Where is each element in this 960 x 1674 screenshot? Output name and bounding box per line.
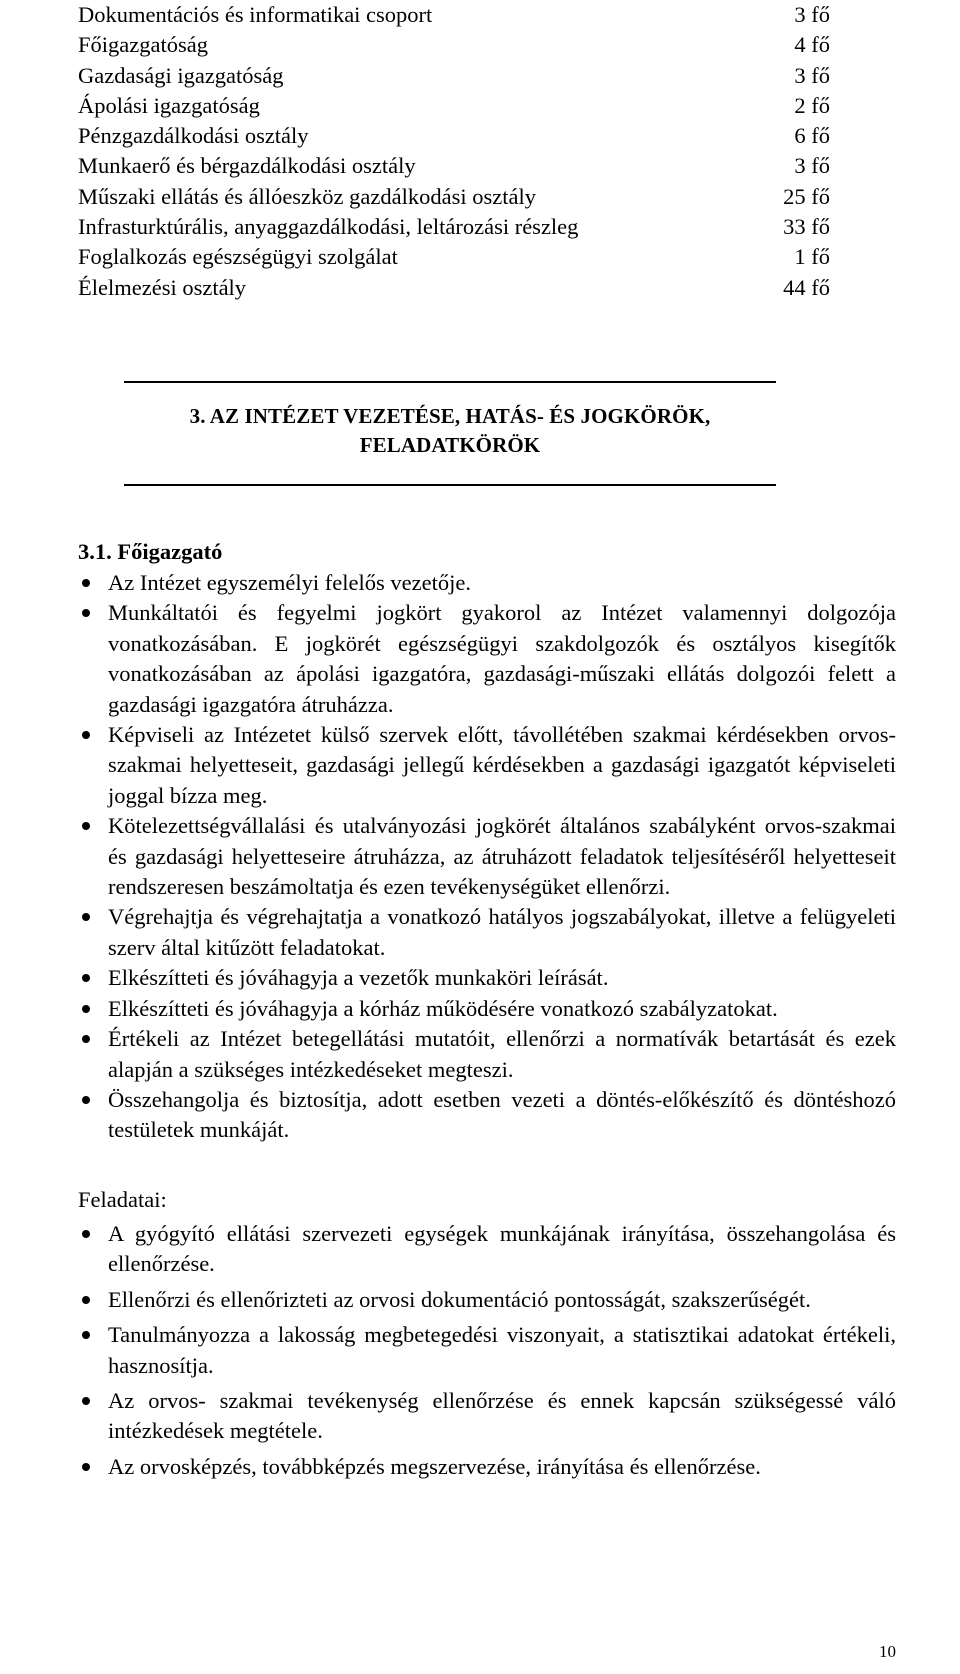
list-item: Az orvos- szakmai tevékenység ellenőrzése és ennek kapcsán szükségessé váló intézkedések megtétele. [78,1386,896,1447]
list-item: Elkészítteti és jóváhagyja a vezetők munkaköri leírását. [78,963,896,993]
staff-unit: Főigazgatóság [78,32,208,58]
list-item: Értékeli az Intézet betegellátási mutatóit, ellenőrzi a normatívák betartását és ezek alapján a szükséges intézkedéseket megteszi. [78,1024,896,1085]
staff-row [78,91,830,121]
staff-row [78,30,830,60]
tasks-label: Feladatai: [78,1187,167,1212]
heading-rule-bottom [124,484,776,486]
tasks-list [78,1219,896,1487]
staff-count: 4 fő [794,32,830,58]
chapter-title-line: 3. AZ INTÉZET VEZETÉSE, HATÁS- ÉS JOGKÖRÖK, [189,404,711,428]
staff-count: 2 fő [794,92,830,118]
staff-unit: Munkaerő és bérgazdálkodási osztály [78,153,416,179]
list-item: Elkészítteti és jóváhagyja a kórház működésére vonatkozó szabályzatokat. [78,994,896,1024]
duties-list [78,568,896,1146]
staff-unit: Ápolási igazgatóság [78,92,260,118]
chapter-title [124,402,776,460]
staff-unit: Pénzgazdálkodási osztály [78,123,309,149]
staff-row [78,0,830,30]
list-item: Munkáltatói és fegyelmi jogkört gyakorol az Intézet valamennyi dolgozója vonatkozásában. E jogkörét egészségügyi szakdolgozók és osztályos kisegítők vonatkozásában az ápolási igazgatóra, gazdasági-műszaki ellátás dolgozói felett a gazdasági igazgatóra átruházza. [78,598,896,720]
list-item: Az Intézet egyszemélyi felelős vezetője. [78,568,896,598]
list-item: Ellenőrzi és ellenőrizteti az orvosi dokumentáció pontosságát, szakszerűségét. [78,1285,896,1315]
list-item: Végrehajtja és végrehajtatja a vonatkozó hatályos jogszabályokat, illetve a felügyeleti szerv által kitűzött feladatokat. [78,902,896,963]
staff-table [78,0,830,303]
list-item: Kötelezettségvállalási és utalványozási jogkörét általános szabályként orvos-szakmai és gazdasági helyetteseire átruházza, az átruházott feladatok teljesítéséről helyetteseit rendszeresen beszámoltatja és ezen tevékenységüket ellenőrzi. [78,811,896,902]
staff-unit: Műszaki ellátás és állóeszköz gazdálkodási osztály [78,183,536,209]
staff-count: 3 fő [794,153,830,179]
staff-count: 3 fő [794,62,830,88]
staff-unit: Infrasturktúrális, anyaggazdálkodási, leltározási részleg [78,214,579,240]
staff-count: 6 fő [794,123,830,149]
staff-count: 3 fő [794,2,830,27]
staff-unit: Foglalkozás egészségügyi szolgálat [78,244,398,270]
staff-row [78,242,830,272]
section-heading: 3.1. Főigazgató [78,539,223,564]
staff-count: 25 fő [783,183,830,209]
heading-rule-top [124,381,776,383]
staff-row [78,212,830,242]
staff-count: 1 fő [794,244,830,270]
list-item: Összehangolja és biztosítja, adott esetben vezeti a döntés-előkészítő és döntéshozó testületek munkáját. [78,1085,896,1146]
staff-row [78,273,830,303]
staff-row [78,61,830,91]
list-item: Tanulmányozza a lakosság megbetegedési viszonyait, a statisztikai adatokat értékeli, hasznosítja. [78,1320,896,1381]
staff-unit: Gazdasági igazgatóság [78,62,284,88]
staff-count: 33 fő [783,214,830,240]
staff-row [78,151,830,181]
staff-unit: Dokumentációs és informatikai csoport [78,2,433,27]
staff-count: 44 fő [783,274,830,300]
page-number: 10 [879,1642,896,1661]
staff-row [78,182,830,212]
staff-row [78,121,830,151]
chapter-title-line: FELADATKÖRÖK [359,433,541,457]
list-item: A gyógyító ellátási szervezeti egységek munkájának irányítása, összehangolása és ellenőrzése. [78,1219,896,1280]
list-item: Képviseli az Intézetet külső szervek előtt, távollétében szakmai kérdésekben orvos-szakmai helyetteseit, gazdasági jellegű kérdésekben a gazdasági igazgatót képviseleti joggal bízza meg. [78,720,896,811]
list-item: Az orvosképzés, továbbképzés megszervezése, irányítása és ellenőrzése. [78,1452,896,1482]
staff-unit: Élelmezési osztály [78,274,247,300]
